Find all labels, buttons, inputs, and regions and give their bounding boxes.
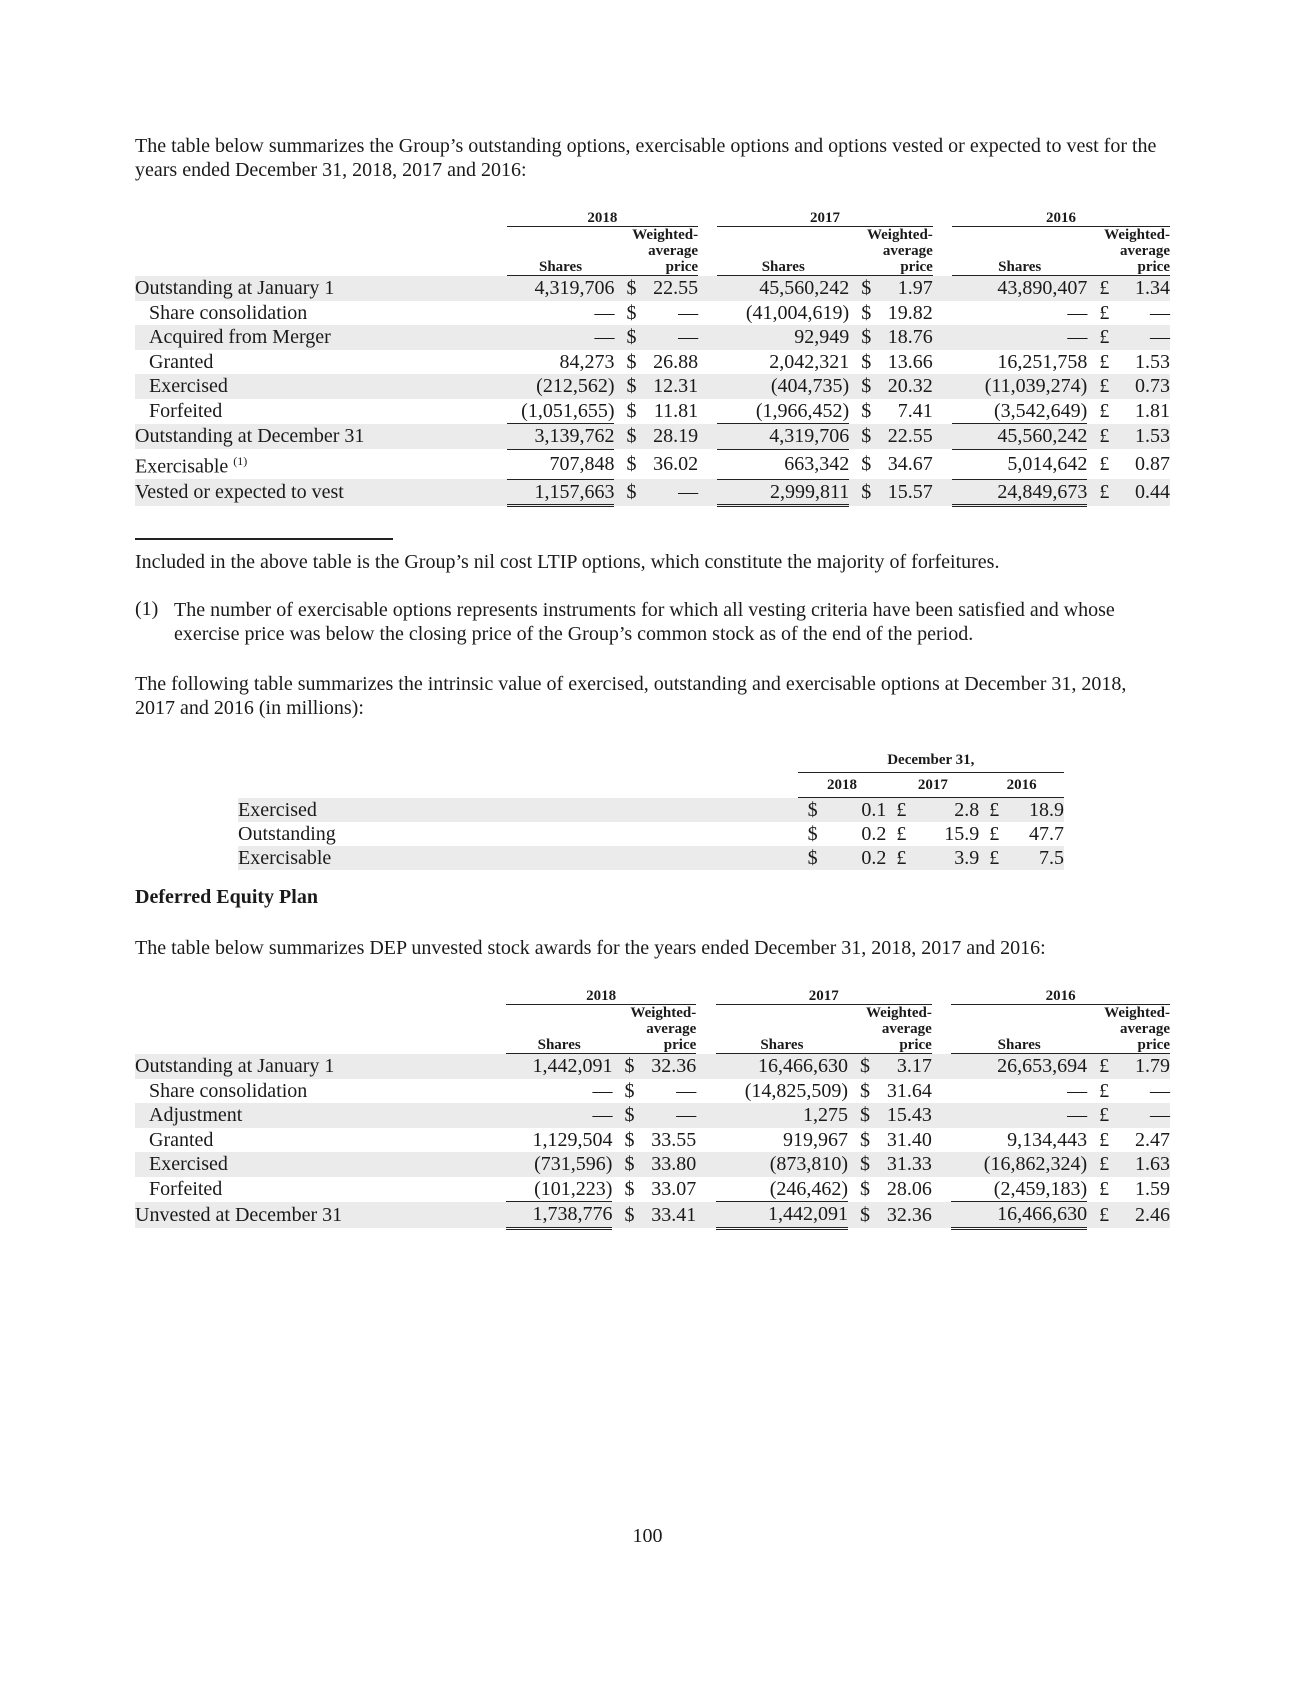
price-value: 28.06 bbox=[886, 1177, 932, 1200]
price-value: — bbox=[1150, 1079, 1170, 1102]
row-label: Outstanding bbox=[238, 823, 336, 845]
shares-value: 707,848 bbox=[507, 449, 615, 479]
table-row bbox=[135, 1177, 1170, 1202]
currency-symbol: $ bbox=[614, 276, 648, 301]
currency-symbol: £ bbox=[1099, 350, 1110, 373]
price-value: 34.67 bbox=[887, 452, 933, 475]
shares-value: 45,560,242 bbox=[952, 424, 1087, 450]
currency-symbol: $ bbox=[860, 1177, 871, 1200]
price-value: 0.87 bbox=[1135, 452, 1170, 475]
shares-value: — bbox=[506, 1103, 613, 1128]
table-row bbox=[135, 1128, 1170, 1153]
shares-value: 1,442,091 bbox=[716, 1202, 848, 1229]
shares-value: (404,735) bbox=[717, 374, 849, 399]
wap-header: price bbox=[612, 1037, 696, 1054]
intrinsic-value: 3.9 bbox=[921, 846, 979, 870]
currency-symbol: $ bbox=[798, 846, 833, 870]
wap-header: average bbox=[648, 243, 699, 259]
shares-value: 1,738,776 bbox=[506, 1202, 613, 1229]
shares-value: (11,039,274) bbox=[952, 374, 1087, 399]
currency-symbol: $ bbox=[612, 1202, 646, 1229]
price-value: 7.41 bbox=[897, 399, 933, 422]
shares-value: 1,157,663 bbox=[507, 479, 615, 506]
price-value: 22.55 bbox=[649, 276, 698, 301]
table-row bbox=[238, 846, 1064, 870]
price-value: 1.34 bbox=[1122, 276, 1170, 301]
page-number: 100 bbox=[632, 1525, 663, 1547]
footnote-ref: (1) bbox=[233, 454, 248, 468]
currency-symbol: $ bbox=[849, 374, 883, 399]
currency-symbol: $ bbox=[860, 1079, 871, 1102]
currency-symbol: $ bbox=[861, 452, 872, 475]
shares-value: 16,466,630 bbox=[716, 1054, 848, 1079]
shares-header: Shares bbox=[952, 259, 1087, 276]
price-value: 33.41 bbox=[647, 1202, 696, 1229]
intrinsic-value: 18.9 bbox=[1014, 798, 1064, 823]
currency-symbol: $ bbox=[612, 1054, 646, 1079]
row-label: Granted bbox=[149, 350, 214, 373]
intrinsic-value: 2.8 bbox=[921, 798, 979, 823]
price-value: 33.07 bbox=[651, 1177, 697, 1200]
price-value: 31.33 bbox=[882, 1152, 931, 1177]
shares-value: 2,042,321 bbox=[769, 350, 850, 373]
table-row bbox=[135, 350, 1170, 375]
year-header: 2017 bbox=[716, 988, 932, 1005]
intrinsic-value: 7.5 bbox=[1014, 846, 1064, 870]
shares-header: Shares bbox=[716, 1037, 848, 1054]
shares-value: (1,051,655) bbox=[507, 399, 615, 424]
price-value: — bbox=[647, 1103, 696, 1128]
shares-value: — bbox=[507, 325, 615, 350]
price-value: 20.32 bbox=[883, 374, 932, 399]
price-value: 0.44 bbox=[1122, 479, 1170, 506]
row-label: Exercisable bbox=[238, 846, 798, 870]
currency-symbol: $ bbox=[612, 1103, 646, 1128]
shares-value: 16,466,630 bbox=[951, 1202, 1087, 1229]
intrinsic-value: 0.2 bbox=[861, 823, 887, 845]
currency-symbol: £ bbox=[896, 823, 907, 845]
price-value: 13.66 bbox=[887, 350, 933, 373]
row-label: Exercised bbox=[238, 798, 798, 823]
currency-symbol: $ bbox=[624, 1128, 635, 1151]
currency-symbol: $ bbox=[848, 1103, 882, 1128]
currency-symbol: $ bbox=[848, 1202, 882, 1229]
table-row bbox=[135, 1103, 1170, 1128]
price-value: 1.59 bbox=[1135, 1177, 1170, 1200]
currency-symbol: £ bbox=[1099, 1177, 1110, 1200]
wap-header: average bbox=[1120, 243, 1170, 259]
currency-symbol: $ bbox=[861, 350, 872, 373]
table-row bbox=[135, 1054, 1170, 1079]
table-row bbox=[135, 1202, 1170, 1229]
wap-header: Weighted- bbox=[865, 1005, 932, 1021]
shares-value: (212,562) bbox=[507, 374, 615, 399]
shares-value: (1,966,452) bbox=[717, 399, 849, 424]
wap-header: price bbox=[1087, 1037, 1170, 1054]
wap-header: Weighted- bbox=[1104, 1005, 1170, 1021]
price-value: — bbox=[1122, 325, 1170, 350]
shares-value: 26,653,694 bbox=[951, 1054, 1087, 1079]
shares-value: — bbox=[1067, 301, 1088, 324]
row-label: Share consolidation bbox=[149, 1079, 308, 1102]
price-value: 3.17 bbox=[882, 1054, 931, 1079]
price-value: — bbox=[1150, 301, 1170, 324]
shares-value: 24,849,673 bbox=[952, 479, 1087, 506]
year-header: 2018 bbox=[798, 773, 887, 798]
intrinsic-value-table bbox=[238, 748, 1064, 870]
price-value: 1.53 bbox=[1122, 424, 1170, 450]
currency-symbol: $ bbox=[614, 424, 648, 450]
row-label: Exercised bbox=[135, 374, 507, 399]
shares-value: 5,014,642 bbox=[952, 449, 1087, 479]
row-label: Forfeited bbox=[149, 399, 223, 422]
currency-symbol: £ bbox=[1087, 479, 1122, 506]
row-label: Forfeited bbox=[149, 1177, 223, 1200]
december-header: December 31, bbox=[798, 748, 1064, 773]
shares-header: Shares bbox=[507, 259, 615, 276]
shares-value: — bbox=[1067, 1079, 1088, 1102]
price-value: 32.36 bbox=[647, 1054, 696, 1079]
price-value: 28.19 bbox=[649, 424, 698, 450]
shares-value: — bbox=[951, 1103, 1087, 1128]
currency-symbol: $ bbox=[848, 1054, 882, 1079]
options-table bbox=[135, 210, 1170, 507]
shares-value: 45,560,242 bbox=[717, 276, 849, 301]
table-row bbox=[135, 1079, 1170, 1104]
shares-value: 9,134,443 bbox=[1007, 1128, 1088, 1151]
shares-value: 2,999,811 bbox=[717, 479, 849, 506]
currency-symbol: £ bbox=[1087, 1054, 1122, 1079]
shares-value: (41,004,619) bbox=[745, 301, 850, 324]
currency-symbol: £ bbox=[989, 823, 1000, 845]
year-header: 2017 bbox=[886, 773, 979, 798]
currency-symbol: $ bbox=[860, 1128, 871, 1151]
footnote-text: The number of exercisable options represents instruments for which all vesting criteria have been satisfied and whose exercise price was below the closing price of the Group’s common stock as of the end of the period. bbox=[174, 599, 1115, 645]
currency-symbol: $ bbox=[624, 1177, 635, 1200]
wap-header: average bbox=[882, 243, 933, 259]
price-value: 0.73 bbox=[1122, 374, 1170, 399]
currency-symbol: £ bbox=[1087, 1202, 1122, 1229]
price-value: 22.55 bbox=[883, 424, 932, 450]
shares-value: (14,825,509) bbox=[744, 1079, 849, 1102]
shares-value: 92,949 bbox=[717, 325, 849, 350]
table-row bbox=[135, 374, 1170, 399]
currency-symbol: $ bbox=[849, 325, 883, 350]
price-value: 15.57 bbox=[883, 479, 932, 506]
currency-symbol: £ bbox=[1087, 1103, 1122, 1128]
shares-value: (873,810) bbox=[716, 1152, 848, 1177]
table-row bbox=[135, 276, 1170, 301]
shares-value: 3,139,762 bbox=[507, 424, 615, 450]
price-value: — bbox=[649, 479, 698, 506]
currency-symbol: $ bbox=[624, 1079, 635, 1102]
intrinsic-intro: The following table summarizes the intrinsic value of exercised, outstanding and exercisable options at December 31, 2018, 2017 and 2016 (in millions): bbox=[135, 673, 1127, 719]
shares-value: — bbox=[952, 325, 1087, 350]
row-label: Share consolidation bbox=[149, 301, 308, 324]
year-header: 2016 bbox=[952, 210, 1170, 227]
row-label: Outstanding at January 1 bbox=[135, 1054, 506, 1079]
currency-symbol: £ bbox=[1099, 452, 1110, 475]
price-value: 18.76 bbox=[883, 325, 932, 350]
wap-header: Weighted- bbox=[866, 227, 933, 243]
row-label: Outstanding at December 31 bbox=[135, 424, 507, 450]
shares-header: Shares bbox=[717, 259, 849, 276]
price-value: 1.81 bbox=[1135, 399, 1170, 422]
currency-symbol: £ bbox=[1087, 276, 1122, 301]
price-value: 12.31 bbox=[649, 374, 698, 399]
shares-value: 1,129,504 bbox=[532, 1128, 613, 1151]
currency-symbol: £ bbox=[886, 798, 921, 823]
price-value: 26.88 bbox=[653, 350, 699, 373]
currency-symbol: $ bbox=[626, 452, 637, 475]
intrinsic-value: 0.2 bbox=[833, 846, 887, 870]
price-value: 11.81 bbox=[653, 399, 699, 422]
currency-symbol: £ bbox=[1087, 424, 1122, 450]
table-row bbox=[135, 325, 1170, 350]
shares-value: 43,890,407 bbox=[952, 276, 1087, 301]
currency-symbol: £ bbox=[1087, 1152, 1122, 1177]
row-label: Granted bbox=[149, 1128, 214, 1151]
shares-value: (246,462) bbox=[716, 1177, 848, 1202]
wap-header: average bbox=[1120, 1021, 1170, 1037]
row-label: Acquired from Merger bbox=[135, 325, 507, 350]
wap-header: average bbox=[881, 1021, 932, 1037]
year-header: 2018 bbox=[506, 988, 696, 1005]
row-label: Vested or expected to vest bbox=[135, 479, 507, 506]
year-header: 2018 bbox=[507, 210, 699, 227]
currency-symbol: $ bbox=[849, 424, 883, 450]
shares-header: Shares bbox=[951, 1037, 1087, 1054]
currency-symbol: $ bbox=[626, 399, 637, 422]
price-value: 32.36 bbox=[882, 1202, 931, 1229]
currency-symbol: $ bbox=[848, 1152, 882, 1177]
price-value: 31.40 bbox=[886, 1128, 932, 1151]
price-value: — bbox=[676, 1079, 697, 1102]
price-value: — bbox=[1122, 1103, 1170, 1128]
shares-value: 4,319,706 bbox=[507, 276, 615, 301]
shares-value: 4,319,706 bbox=[717, 424, 849, 450]
currency-symbol: £ bbox=[1099, 1128, 1110, 1151]
shares-value: 1,442,091 bbox=[506, 1054, 613, 1079]
wap-header: price bbox=[849, 259, 933, 276]
row-label: Exercised bbox=[135, 1152, 506, 1177]
price-value: 1.97 bbox=[883, 276, 932, 301]
price-value: 33.80 bbox=[647, 1152, 696, 1177]
price-value: 15.43 bbox=[882, 1103, 931, 1128]
table-row bbox=[135, 424, 1170, 450]
table-row bbox=[135, 479, 1170, 506]
shares-value: (3,542,649) bbox=[952, 399, 1087, 424]
ltip-note: Included in the above table is the Group’s nil cost LTIP options, which constitute the majority of forfeitures. bbox=[135, 551, 1000, 573]
shares-value: 1,275 bbox=[716, 1103, 848, 1128]
currency-symbol: £ bbox=[1087, 325, 1122, 350]
table-row bbox=[135, 301, 1170, 326]
currency-symbol: £ bbox=[1099, 1079, 1110, 1102]
wap-header: average bbox=[646, 1021, 697, 1037]
price-value: 1.63 bbox=[1122, 1152, 1170, 1177]
price-value: 2.46 bbox=[1122, 1202, 1170, 1229]
price-value: 2.47 bbox=[1135, 1128, 1170, 1151]
currency-symbol: $ bbox=[849, 276, 883, 301]
currency-symbol: $ bbox=[614, 325, 648, 350]
year-header: 2016 bbox=[979, 773, 1064, 798]
currency-symbol: $ bbox=[849, 479, 883, 506]
currency-symbol: £ bbox=[979, 846, 1014, 870]
row-label: Unvested at December 31 bbox=[135, 1202, 506, 1229]
footnote-marker: (1) bbox=[135, 598, 159, 620]
shares-value: (731,596) bbox=[506, 1152, 613, 1177]
table-row bbox=[135, 449, 1170, 479]
currency-symbol: £ bbox=[1087, 374, 1122, 399]
shares-value: 16,251,758 bbox=[997, 350, 1088, 373]
footnote-separator bbox=[135, 538, 393, 540]
currency-symbol: $ bbox=[861, 399, 872, 422]
price-value: 33.55 bbox=[651, 1128, 697, 1151]
row-label: Exercisable $^{(1)}$ bbox=[135, 454, 248, 478]
wap-header: price bbox=[848, 1037, 932, 1054]
shares-value: — bbox=[594, 301, 615, 324]
wap-header: Weighted- bbox=[1104, 227, 1170, 243]
dep-table bbox=[135, 988, 1170, 1230]
intrinsic-value: 15.9 bbox=[944, 823, 980, 845]
shares-value: 663,342 bbox=[717, 449, 849, 479]
price-value: — bbox=[649, 325, 698, 350]
shares-header: Shares bbox=[506, 1037, 613, 1054]
price-value: 36.02 bbox=[653, 452, 699, 475]
intro-paragraph: The table below summarizes the Group’s outstanding options, exercisable options and options vested or expected to vest for the years ended December 31, 2018, 2017 and 2016: bbox=[135, 135, 1157, 181]
table-row bbox=[135, 1152, 1170, 1177]
year-header: 2017 bbox=[717, 210, 932, 227]
price-value: 31.64 bbox=[886, 1079, 932, 1102]
currency-symbol: £ bbox=[979, 798, 1014, 823]
shares-value: (101,223) bbox=[506, 1177, 613, 1202]
currency-symbol: $ bbox=[861, 301, 872, 324]
table-row bbox=[238, 798, 1064, 823]
intrinsic-value: 47.7 bbox=[1029, 823, 1064, 845]
table-row bbox=[135, 399, 1170, 424]
price-value: 19.82 bbox=[887, 301, 933, 324]
year-header: 2016 bbox=[951, 988, 1170, 1005]
currency-symbol: $ bbox=[626, 301, 637, 324]
wap-header: price bbox=[1087, 259, 1170, 276]
wap-header: price bbox=[614, 259, 698, 276]
section-heading: Deferred Equity Plan bbox=[135, 886, 318, 908]
currency-symbol: $ bbox=[612, 1152, 646, 1177]
wap-header: Weighted- bbox=[630, 1005, 697, 1021]
shares-value: 84,273 bbox=[559, 350, 615, 373]
currency-symbol: $ bbox=[626, 350, 637, 373]
price-value: — bbox=[678, 301, 699, 324]
currency-symbol: $ bbox=[798, 798, 833, 823]
dep-intro: The table below summarizes DEP unvested stock awards for the years ended December 31, 2018, 2017 and 2016: bbox=[135, 937, 1046, 959]
price-value: 1.79 bbox=[1122, 1054, 1170, 1079]
currency-symbol: $ bbox=[614, 479, 648, 506]
shares-value: 919,967 bbox=[783, 1128, 849, 1151]
currency-symbol: £ bbox=[886, 846, 921, 870]
shares-value: (2,459,183) bbox=[951, 1177, 1087, 1202]
wap-header: Weighted- bbox=[632, 227, 699, 243]
price-value: 1.53 bbox=[1135, 350, 1170, 373]
shares-value: (16,862,324) bbox=[951, 1152, 1087, 1177]
row-label: Outstanding at January 1 bbox=[135, 276, 507, 301]
shares-value: — bbox=[592, 1079, 613, 1102]
currency-symbol: £ bbox=[1099, 301, 1110, 324]
intrinsic-value: 0.1 bbox=[833, 798, 887, 823]
currency-symbol: £ bbox=[1099, 399, 1110, 422]
currency-symbol: $ bbox=[807, 823, 818, 845]
currency-symbol: $ bbox=[614, 374, 648, 399]
table-row bbox=[238, 822, 1064, 846]
row-label: Adjustment bbox=[135, 1103, 506, 1128]
